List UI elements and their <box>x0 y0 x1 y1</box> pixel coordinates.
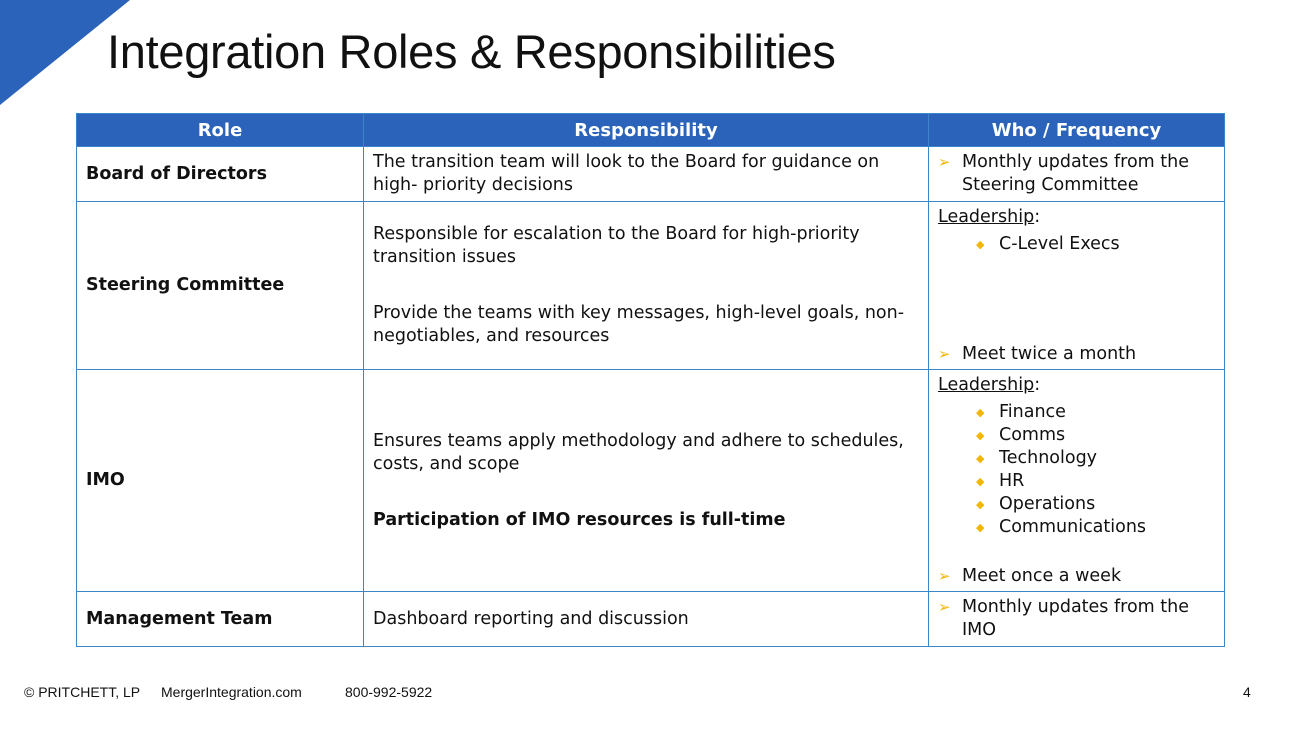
arrow-bullet <box>938 151 1215 197</box>
who-cell <box>929 370 1225 592</box>
responsibility-cell <box>364 592 929 647</box>
responsibility-cell <box>364 147 929 202</box>
responsibility-cell <box>364 202 929 370</box>
table-row <box>77 147 1225 202</box>
diamond-bullet-icon: ◆ <box>976 520 985 534</box>
table-row <box>77 592 1225 647</box>
who-text: Monthly updates from the Steering Committee <box>962 152 1189 195</box>
leadership-heading: Leadership: <box>938 374 1041 395</box>
responsibility-text: The transition team will look to the Board for guidance on high- priority decisions <box>373 152 880 195</box>
responsibility-cell <box>364 370 929 592</box>
leadership-list <box>938 401 1215 539</box>
responsibility-text: Ensures teams apply methodology and adhere to schedules, costs, and scope <box>373 430 904 474</box>
roles-table <box>76 113 1225 647</box>
who-cell <box>929 202 1225 370</box>
table-row <box>77 202 1225 370</box>
arrow-bullet <box>938 565 1215 588</box>
list-item: ◆ HR <box>976 470 1025 491</box>
list-item: ◆ Finance <box>976 401 1066 422</box>
responsibility-text: Responsible for escalation to the Board for high-priority transition issues <box>373 224 860 267</box>
footer-website[interactable]: MergerIntegration.com <box>161 684 302 700</box>
leadership-list <box>938 233 1215 256</box>
header-responsibility: Responsibility <box>364 114 929 147</box>
arrow-bullet-icon: ➢ <box>938 153 951 171</box>
responsibility-text: Dashboard reporting and discussion <box>373 608 689 629</box>
header-role: Role <box>77 114 364 147</box>
responsibility-text-bold: Participation of IMO resources is full-time <box>373 509 786 530</box>
who-text: Meet twice a month <box>962 343 1137 364</box>
page-title: Integration Roles & Responsibilities <box>107 25 836 78</box>
role-cell: Steering Committee <box>77 202 364 370</box>
list-item: ◆ Technology <box>976 447 1098 468</box>
arrow-bullet <box>938 596 1215 642</box>
page-number: 4 <box>1243 684 1251 700</box>
leadership-heading: Leadership: <box>938 206 1041 227</box>
diamond-bullet-icon: ◆ <box>976 237 985 251</box>
table-row <box>77 370 1225 592</box>
arrow-bullet <box>938 343 1215 366</box>
list-item: ◆ Operations <box>976 493 1096 514</box>
diamond-bullet-icon: ◆ <box>976 497 985 511</box>
who-text: Meet once a week <box>962 565 1122 586</box>
arrow-bullet-icon: ➢ <box>938 598 951 616</box>
arrow-bullet-icon: ➢ <box>938 566 951 585</box>
who-cell <box>929 147 1225 202</box>
diamond-bullet-icon: ◆ <box>976 474 985 488</box>
list-item: ◆ C-Level Execs <box>976 233 1120 254</box>
role-cell: IMO <box>77 370 364 592</box>
who-text: Monthly updates from the IMO <box>962 597 1189 640</box>
table-header-row <box>77 114 1225 147</box>
role-cell: Board of Directors <box>77 147 364 202</box>
who-cell <box>929 592 1225 647</box>
role-cell: Management Team <box>77 592 364 647</box>
diamond-bullet-icon: ◆ <box>976 428 985 442</box>
header-who-frequency: Who / Frequency <box>929 114 1225 147</box>
list-item: ◆ Comms <box>976 424 1066 445</box>
diamond-bullet-icon: ◆ <box>976 405 985 419</box>
responsibility-text: Provide the teams with key messages, high-level goals, non-negotiables, and resources <box>373 303 905 346</box>
footer-copyright: © PRITCHETT, LP <box>24 684 141 700</box>
arrow-bullet-icon: ➢ <box>938 344 951 363</box>
list-item: ◆ Communications <box>976 516 1147 537</box>
footer-phone: 800-992-5922 <box>345 684 433 700</box>
diamond-bullet-icon: ◆ <box>976 451 985 465</box>
